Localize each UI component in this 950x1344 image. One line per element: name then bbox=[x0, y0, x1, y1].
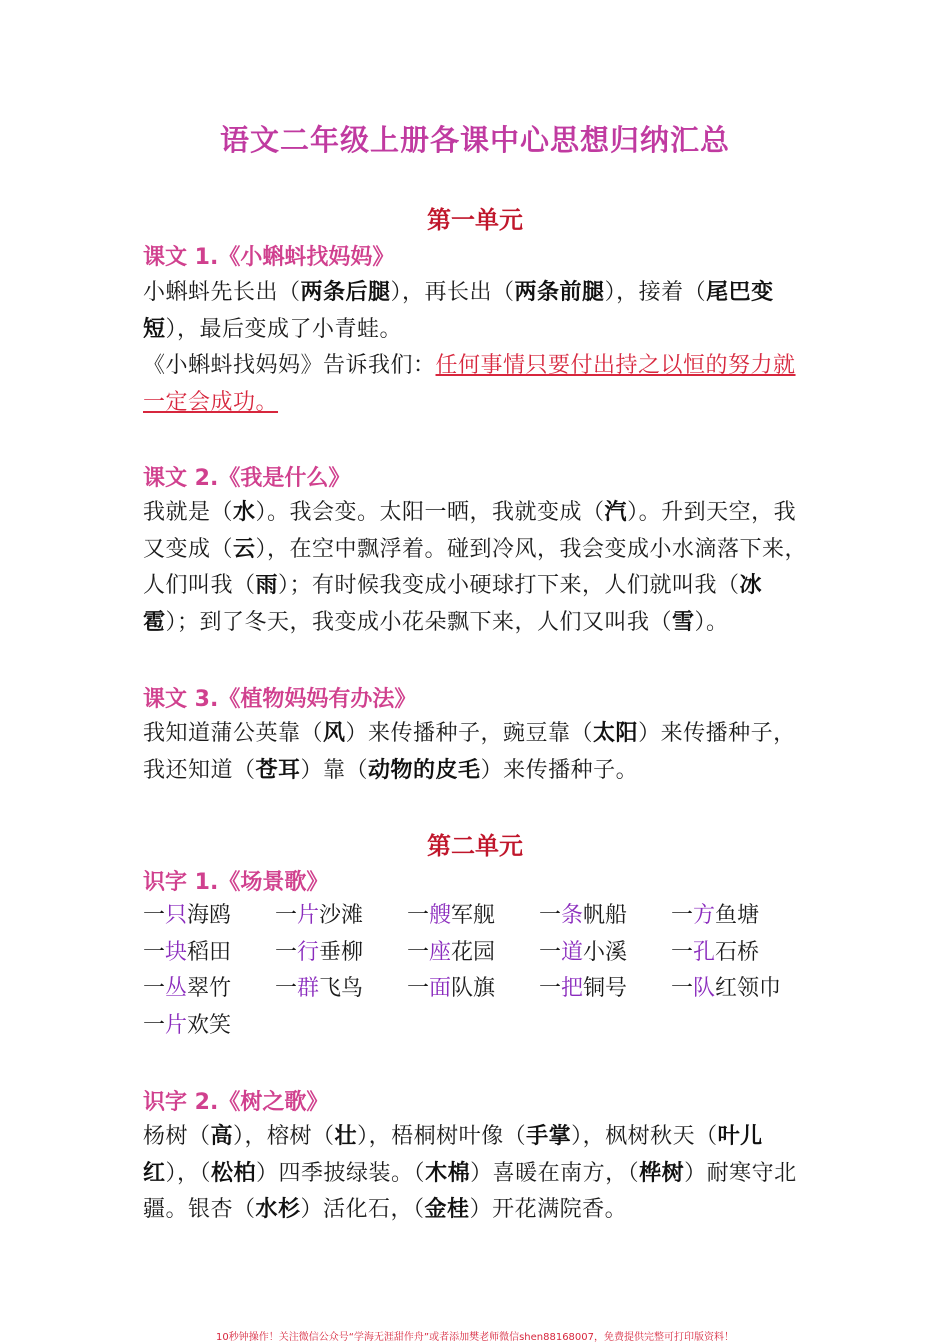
measure-word-item: 一片欢笑 bbox=[143, 1012, 232, 1038]
unit-title-2: 第二单元 bbox=[427, 832, 523, 860]
measure-word-grid bbox=[143, 898, 803, 1044]
measure-word-item: 一条帆船 bbox=[539, 903, 628, 928]
lesson-paragraph: 小蝌蚪先长出（两条后腿），再长出（两条前腿），接着（尾巴变短），最后变成了小青蛙。 《小蝌蚪找妈妈》告诉我们：任何事情只要付出持之以恒的努力就一定会成功。 bbox=[143, 280, 796, 415]
lesson-title: 课文 1.《小蝌蚪找妈妈》 bbox=[143, 245, 395, 270]
lesson-title: 课文 3.《植物妈妈有办法》 bbox=[143, 687, 417, 712]
measure-word-item: 一方鱼塘 bbox=[671, 903, 760, 928]
lesson-title: 识字 2.《树之歌》 bbox=[143, 1090, 329, 1115]
lesson-title: 课文 2.《我是什么》 bbox=[143, 466, 351, 491]
measure-word-item: 一艘军舰 bbox=[407, 903, 496, 928]
lesson-paragraph: 我知道蒲公英靠（风）来传播种子，豌豆靠（太阳）来传播种子，我还知道（苍耳）靠（动物的皮毛）来传播种子。 bbox=[143, 721, 796, 783]
footer-notice: 10秒钟操作！关注微信公众号“学海无涯甜作舟”或者添加樊老师微信shen88168007，免费提供完整可打印版资料！ bbox=[215, 1332, 735, 1343]
page-title: 语文二年级上册各课中心思想归纳汇总 bbox=[219, 123, 730, 157]
lesson-title: 识字 1.《场景歌》 bbox=[143, 870, 329, 895]
measure-word-item: 一片沙滩 bbox=[275, 903, 364, 928]
measure-word-item: 一座花园 bbox=[407, 939, 496, 965]
measure-word-item: 一行垂柳 bbox=[275, 939, 364, 965]
measure-word-item: 一丛翠竹 bbox=[143, 976, 232, 1001]
measure-word-item: 一块稻田 bbox=[143, 939, 232, 965]
measure-word-item: 一只海鸥 bbox=[143, 903, 232, 928]
measure-word-item: 一群飞鸟 bbox=[275, 976, 364, 1001]
measure-word-item: 一面队旗 bbox=[407, 976, 496, 1001]
measure-word-item: 一队红领巾 bbox=[671, 976, 782, 1001]
lesson-paragraph: 我就是（水）。我会变。太阳一晒，我就变成（汽）。升到天空，我又变成（云），在空中飘浮着。碰到冷风，我会变成小水滴落下来，人们叫我（雨）；有时候我变成小硬球打下来，人们就叫我（冰雹）；到了冬天，我变成小花朵飘下来，人们又叫我（雪）。 bbox=[143, 500, 808, 635]
measure-word-item: 一把铜号 bbox=[539, 976, 628, 1001]
moral-text: 任何事情只要付出持之以恒的努力就一定会成功。 bbox=[143, 353, 796, 415]
measure-word-item: 一孔石桥 bbox=[671, 939, 760, 965]
measure-word-item: 一道小溪 bbox=[539, 939, 628, 965]
lesson-paragraph: 杨树（高），榕树（壮），梧桐树叶像（手掌），枫树秋天（叶儿红），（松柏）四季披绿装。（木棉）喜暖在南方，（桦树）耐寒守北疆。银杏（水杉）活化石，（金桂）开花满院香。 bbox=[143, 1124, 797, 1222]
unit-title-1: 第一单元 bbox=[427, 206, 523, 234]
